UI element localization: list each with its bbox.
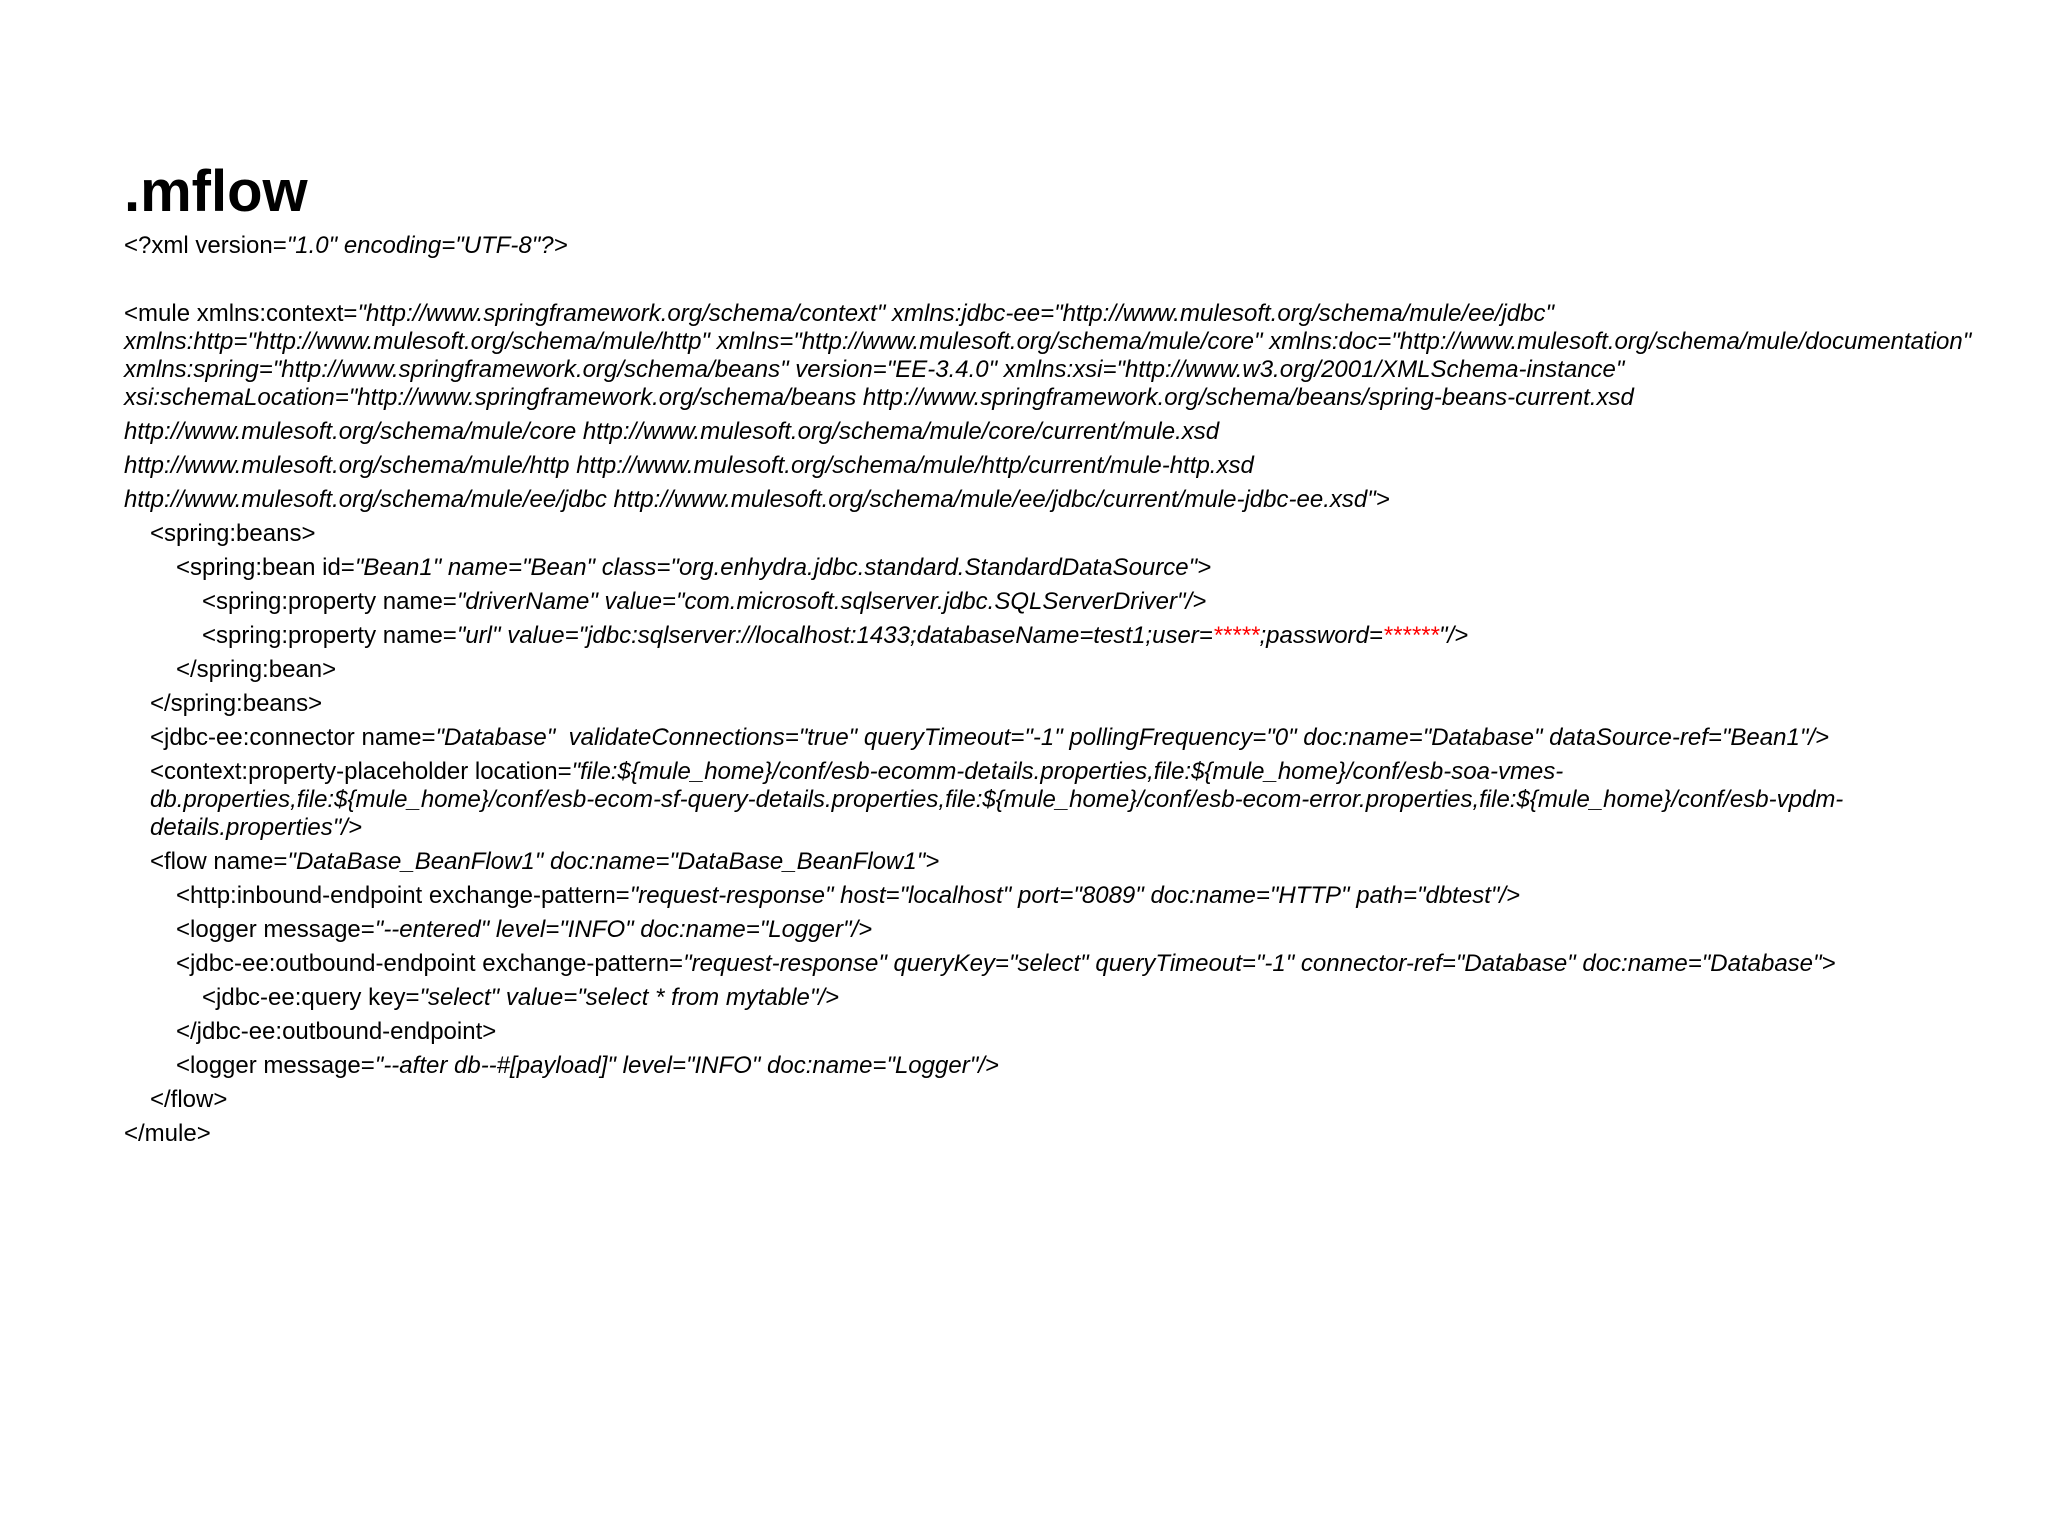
code-segment: <spring:property name= [202,588,457,615]
code-segment: <jdbc-ee:connector name= [150,724,436,751]
code-segment: <?xml version= [124,232,287,259]
code-line [124,554,1984,582]
code-line [124,758,1984,842]
code-line [124,690,1984,718]
code-segment: </jdbc-ee:outbound-endpoint> [176,1018,497,1045]
code-line [124,1120,1984,1148]
code-segment: <context:property-placeholder location= [150,758,572,785]
xml-code-block [124,232,1984,1154]
code-segment: "file:${mule_home}/conf/esb-ecomm-details.properties,file:${mule_home}/conf/esb-soa-vmes-db.properties,file:${mule_home}/conf/esb-ecom-sf-query-details.properties,file:${mule_home}/conf/esb-ecom-error.properties,file:${mule_home}/conf/esb-vpdm-details.properties"/> [150,758,1844,841]
code-segment: </spring:beans> [150,690,323,717]
masked-credential: ****** [1382,622,1439,649]
code-segment: "--entered" level="INFO" doc:name="Logger"/> [374,916,873,943]
code-segment: http://www.mulesoft.org/schema/mule/ee/jdbc http://www.mulesoft.org/schema/mule/ee/jdbc/current/mule-jdbc-ee.xsd"> [124,486,1390,513]
code-segment: <http:inbound-endpoint exchange-pattern= [176,882,630,909]
code-segment: <logger message= [176,916,375,943]
code-segment: </mule> [124,1120,211,1147]
code-segment: <jdbc-ee:outbound-endpoint exchange-pattern= [176,950,684,977]
code-segment: "--after db--#[payload]" level="INFO" doc:name="Logger"/> [374,1052,999,1079]
code-line [124,724,1984,752]
code-line [124,1052,1984,1080]
code-line [124,916,1984,944]
code-segment: </spring:bean> [176,656,337,683]
code-segment: <spring:bean id= [176,554,355,581]
code-line [124,656,1984,684]
code-segment: "Bean1" name="Bean" class="org.enhydra.jdbc.standard.StandardDataSource"> [354,554,1212,581]
code-segment: <jdbc-ee:query key= [202,984,420,1011]
code-segment: <mule xmlns:context= [124,300,358,327]
slide-title: .mflow [124,159,308,224]
code-segment: "1.0" encoding="UTF-8"?> [286,232,568,259]
code-segment: "select" value="select * from mytable"/> [419,984,840,1011]
code-segment: "/> [1438,622,1469,649]
code-segment: "request-response" queryKey="select" queryTimeout="-1" connector-ref="Database" doc:name="Database"> [683,950,1836,977]
code-segment: "DataBase_BeanFlow1" doc:name="DataBase_BeanFlow1"> [287,848,940,875]
code-segment: "url" value="jdbc:sqlserver://localhost:1433;databaseName=test1;user= [456,622,1213,649]
code-segment: "http://www.springframework.org/schema/context" xmlns:jdbc-ee="http://www.mulesoft.org/schema/mule/ee/jdbc" xmlns:http="http://www.mulesoft.org/schema/mule/http" xmlns="http://www.mulesoft.org/schema/mule/core" xmlns:doc="http://www.mulesoft.org/schema/mule/documentation" xmlns:spring="http://www.springframework.org/schema/beans" version="EE-3.4.0" xmlns:xsi="http://www.w3.org/2001/XMLSchema-instance" xsi:schemaLocation="http://www.springframework.org/schema/beans http://www.springframework.org/schema/beans/spring-beans-current.xsd [124,300,1978,411]
code-segment: "request-response" host="localhost" port="8089" doc:name="HTTP" path="dbtest"/> [629,882,1521,909]
code-line [124,882,1984,910]
code-segment: <flow name= [150,848,288,875]
code-line [124,848,1984,876]
code-line [124,950,1984,978]
code-segment: ;password= [1259,622,1383,649]
code-line [124,984,1984,1012]
code-line [124,418,1984,446]
code-line [124,520,1984,548]
code-line [124,486,1984,514]
code-segment: http://www.mulesoft.org/schema/mule/core http://www.mulesoft.org/schema/mule/core/current/mule.xsd [124,418,1220,445]
code-line [124,588,1984,616]
code-segment: <spring:property name= [202,622,457,649]
masked-credential: ***** [1212,622,1260,649]
code-line [124,452,1984,480]
code-line [124,1018,1984,1046]
code-line [124,1086,1984,1114]
code-segment: "driverName" value="com.microsoft.sqlserver.jdbc.SQLServerDriver"/> [456,588,1207,615]
code-segment: <spring:beans> [150,520,316,547]
code-line [124,622,1984,650]
code-segment: <logger message= [176,1052,375,1079]
code-line [124,232,1984,260]
code-segment: </flow> [150,1086,228,1113]
code-segment: "Database" validateConnections="true" queryTimeout="-1" pollingFrequency="0" doc:name="Database" dataSource-ref="Bean1"/> [435,724,1830,751]
code-segment: http://www.mulesoft.org/schema/mule/http http://www.mulesoft.org/schema/mule/http/current/mule-http.xsd [124,452,1254,479]
code-line [124,300,1984,412]
